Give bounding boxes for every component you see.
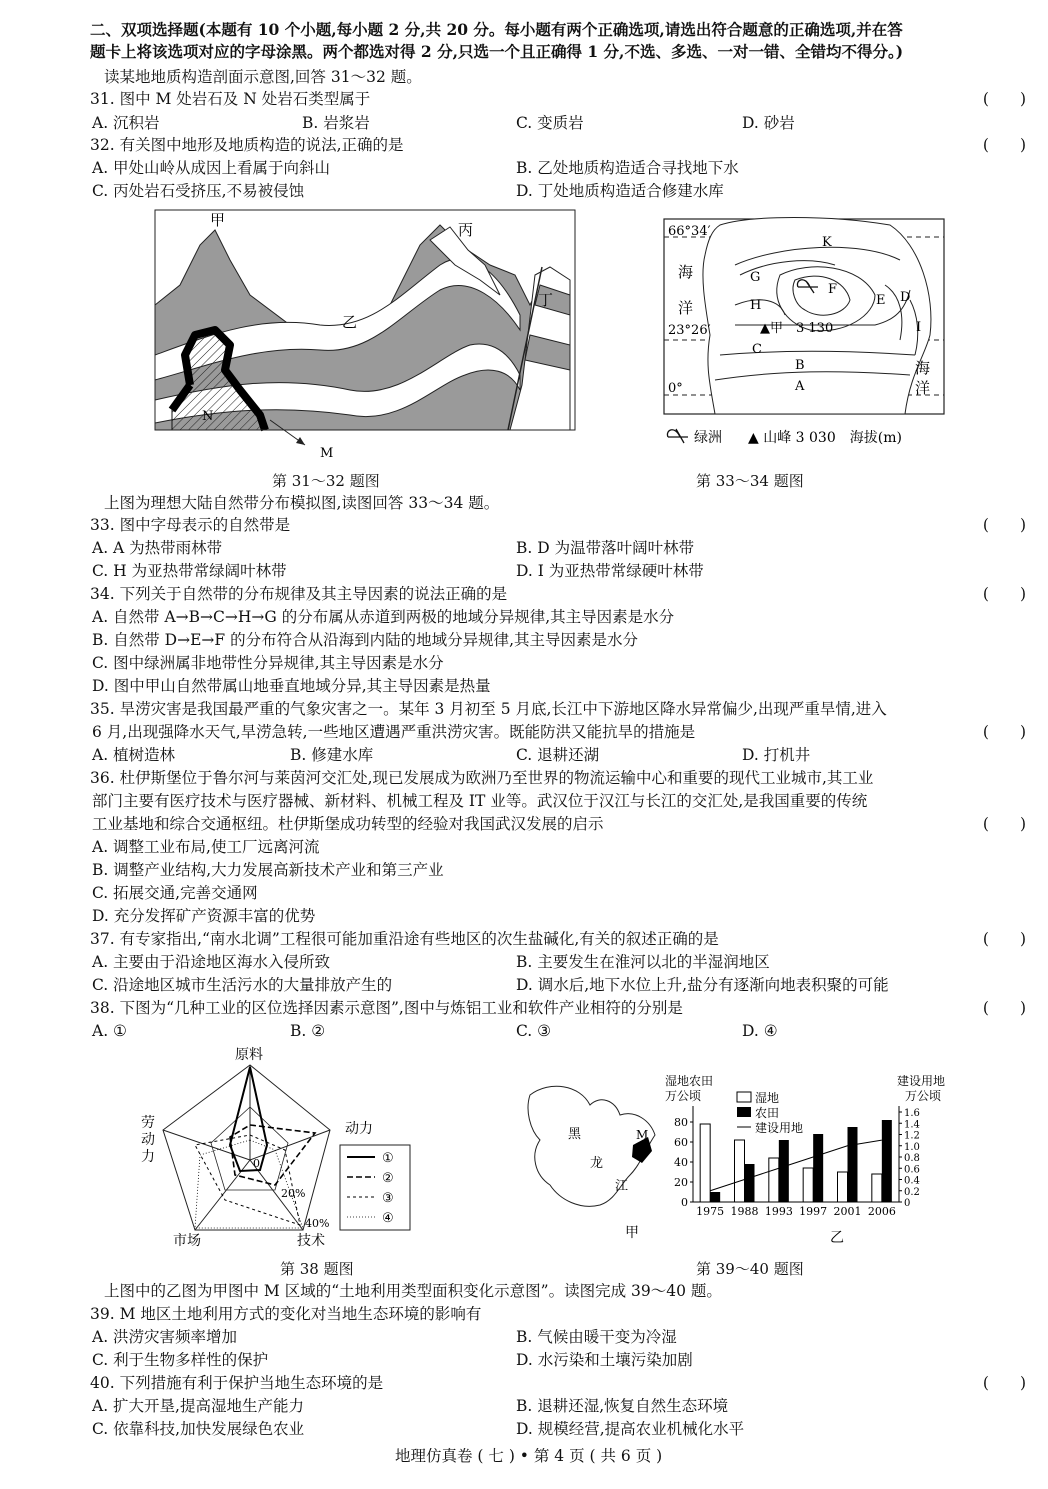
section-line-1: 二、双项选择题(本题有 10 个小题,每小题 2 分,共 20 分。每小题有两个正确选项,请选出符合题意的正确选项,并在答 bbox=[90, 20, 903, 39]
chart-yi: 乙 bbox=[830, 1230, 844, 1246]
lat-66: 66°34′ bbox=[668, 224, 711, 239]
year-label: 1997 bbox=[799, 1205, 828, 1218]
q32-option-d[interactable]: D. 丁处地质构造适合修建水库 bbox=[516, 182, 724, 200]
q34-stem: 34. 下列关于自然带的分布规律及其主导因素的说法正确的是 bbox=[90, 585, 508, 603]
zone-a: A bbox=[795, 379, 805, 394]
legend-1: ① bbox=[382, 1151, 394, 1166]
right-tick-label: 0.8 bbox=[904, 1153, 920, 1164]
right-tick-label: 0 bbox=[904, 1198, 911, 1209]
label-n: N bbox=[202, 409, 214, 424]
farmland-bar bbox=[710, 1192, 720, 1202]
fig-38-caption: 第 38 题图 bbox=[280, 1260, 354, 1278]
farmland-bar bbox=[745, 1164, 755, 1202]
q35-line-1: 35. 旱涝灾害是我国最严重的气象灾害之一。某年 3 月初至 5 月底,长江中下游地区降水异常偏少,出现严重旱情,进入 bbox=[90, 700, 887, 718]
q36-option-a[interactable]: A. 调整工业布局,使工厂远离河流 bbox=[92, 838, 320, 856]
sea-left-2: 洋 bbox=[678, 299, 694, 317]
q31-option-c[interactable]: C. 变质岩 bbox=[516, 114, 584, 132]
page-footer: 地理仿真卷 ( 七 ) • 第 4 页 ( 共 6 页 ) bbox=[395, 1447, 663, 1465]
q39-option-b[interactable]: B. 气候由暖干变为冷湿 bbox=[516, 1328, 677, 1346]
q37-option-d[interactable]: D. 调水后,地下水位上升,盐分有逐渐向地表积聚的可能 bbox=[516, 976, 889, 994]
axis-raw-material: 原料 bbox=[235, 1047, 263, 1063]
zone-b: B bbox=[795, 358, 805, 373]
q31-option-d[interactable]: D. 砂岩 bbox=[742, 114, 795, 132]
map-jiang: 江 bbox=[615, 1179, 629, 1194]
zone-g: G bbox=[750, 270, 761, 285]
right-tick-label: 0.4 bbox=[904, 1175, 920, 1187]
landuse-chart bbox=[665, 1070, 955, 1250]
zone-h: H bbox=[750, 298, 762, 313]
heilongjiang-map bbox=[520, 1075, 670, 1245]
q32-option-a[interactable]: A. 甲处山岭从成因上看属于向斜山 bbox=[92, 159, 331, 177]
wetland-bar bbox=[838, 1172, 848, 1202]
axis-labor-1: 劳 bbox=[141, 1115, 155, 1131]
map-hei: 黑 bbox=[568, 1127, 582, 1142]
q36-option-b[interactable]: B. 调整产业结构,大力发展高新技术产业和第三产业 bbox=[92, 861, 444, 879]
legend-2: ② bbox=[382, 1171, 394, 1186]
right-axis-title-2: 万公顷 bbox=[905, 1089, 942, 1103]
q34-option-c[interactable]: C. 图中绿洲属非地带性分异规律,其主导因素是水分 bbox=[92, 654, 444, 672]
q33-option-d[interactable]: D. I 为亚热带常绿硬叶林带 bbox=[516, 562, 704, 580]
left-tick-label: 0 bbox=[681, 1196, 688, 1209]
q34-option-a[interactable]: A. 自然带 A→B→C→H→G 的分布属从赤道到两极的地域分异规律,其主导因素是水分 bbox=[92, 608, 675, 626]
q37-answer-blank[interactable]: ( ) bbox=[982, 930, 1026, 948]
q34-option-b[interactable]: B. 自然带 D→E→F 的分布符合从沿海到内陆的地域分异规律,其主导因素是水分 bbox=[92, 631, 638, 649]
q40-option-b[interactable]: B. 退耕还湿,恢复自然生态环境 bbox=[516, 1397, 729, 1415]
q33-stem: 33. 图中字母表示的自然带是 bbox=[90, 516, 291, 534]
right-axis-title-1: 建设用地 bbox=[897, 1074, 946, 1088]
legend-3: ③ bbox=[382, 1191, 394, 1206]
right-tick-label: 1.6 bbox=[904, 1108, 920, 1119]
tick-20: 20% bbox=[281, 1187, 306, 1200]
right-tick-label: 0.6 bbox=[904, 1164, 920, 1176]
q37-option-a[interactable]: A. 主要由于沿途地区海水入侵所致 bbox=[92, 953, 331, 971]
industry-location-radar bbox=[135, 1045, 425, 1250]
right-tick-label: 1.0 bbox=[904, 1141, 920, 1153]
wetland-bar bbox=[769, 1158, 779, 1202]
left-tick-label: 40 bbox=[674, 1156, 688, 1169]
q31-option-b[interactable]: B. 岩浆岩 bbox=[302, 114, 370, 132]
q38-stem: 38. 下图为“几种工业的区位选择因素示意图”,图中与炼铝工业和软件产业相符的分别是 bbox=[90, 999, 683, 1017]
q36-option-c[interactable]: C. 拓展交通,完善交通网 bbox=[92, 884, 258, 902]
q31-stem: 31. 图中 M 处岩石及 N 处岩石类型属于 bbox=[90, 90, 371, 108]
natural-zone-map bbox=[660, 215, 950, 475]
axis-market: 市场 bbox=[173, 1233, 201, 1249]
wetland-bar bbox=[872, 1174, 882, 1202]
left-axis-title-2: 万公顷 bbox=[665, 1089, 702, 1103]
q33-option-b[interactable]: B. D 为温带落叶阔叶林带 bbox=[516, 539, 695, 557]
year-label: 1975 bbox=[696, 1205, 725, 1218]
left-tick-label: 60 bbox=[674, 1136, 688, 1149]
zone-k: K bbox=[822, 235, 832, 250]
year-label: 2001 bbox=[833, 1205, 862, 1218]
label-m: M bbox=[320, 446, 334, 461]
legend-construction: 建设用地 bbox=[755, 1121, 804, 1135]
q34-option-d[interactable]: D. 图中甲山自然带属山地垂直地域分异,其主导因素是热量 bbox=[92, 677, 491, 695]
q31-answer-blank[interactable]: ( ) bbox=[982, 90, 1026, 108]
q32-stem: 32. 有关图中地形及地质构造的说法,正确的是 bbox=[90, 136, 404, 154]
lat-23: 23°26′ bbox=[668, 323, 711, 338]
axis-power: 动力 bbox=[345, 1121, 373, 1137]
peak-label: ▲甲 3 130 bbox=[760, 321, 834, 336]
label-jia: 甲 bbox=[210, 211, 226, 229]
q40-option-d[interactable]: D. 规模经营,提高农业机械化水平 bbox=[516, 1420, 745, 1438]
q38-option-d[interactable]: D. ④ bbox=[742, 1022, 778, 1040]
wetland-bar bbox=[700, 1124, 710, 1202]
tick-0: 0 bbox=[253, 1157, 260, 1170]
q40-stem: 40. 下列措施有利于保护当地生态环境的是 bbox=[90, 1374, 384, 1392]
q39-option-c[interactable]: C. 利于生物多样性的保护 bbox=[92, 1351, 269, 1369]
q38-option-c[interactable]: C. ③ bbox=[516, 1022, 552, 1040]
q39-option-d[interactable]: D. 水污染和土壤污染加剧 bbox=[516, 1351, 693, 1369]
year-label: 1988 bbox=[730, 1205, 759, 1218]
year-label: 1993 bbox=[764, 1205, 793, 1218]
right-tick-label: 1.2 bbox=[904, 1130, 920, 1142]
farmland-bar bbox=[848, 1127, 858, 1202]
lat-0: 0° bbox=[668, 381, 683, 396]
q38-option-b[interactable]: B. ② bbox=[290, 1022, 326, 1040]
q35-option-b[interactable]: B. 修建水库 bbox=[290, 746, 374, 764]
map-m: M bbox=[636, 1128, 649, 1142]
q35-option-a[interactable]: A. 植树造林 bbox=[92, 746, 176, 764]
year-label: 2006 bbox=[867, 1205, 896, 1218]
q38-answer-blank[interactable]: ( ) bbox=[982, 999, 1026, 1017]
right-tick-label: 0.2 bbox=[904, 1186, 920, 1198]
q39-option-a[interactable]: A. 洪涝灾害频率增加 bbox=[92, 1328, 238, 1346]
legend-farmland: 农田 bbox=[755, 1106, 780, 1120]
q40-option-c[interactable]: C. 依靠科技,加快发展绿色农业 bbox=[92, 1420, 305, 1438]
intro-39-40: 上图中的乙图为甲图中 M 区域的“土地利用类型面积变化示意图”。读图完成 39～40 题。 bbox=[104, 1282, 722, 1300]
farmland-bar bbox=[813, 1134, 823, 1202]
q32-option-b[interactable]: B. 乙处地质构造适合寻找地下水 bbox=[516, 159, 739, 177]
q35-answer-blank[interactable]: ( ) bbox=[982, 723, 1026, 741]
label-ding: 丁 bbox=[538, 291, 554, 309]
legend-peak: ▲ 山峰 3 030 海拔(m) bbox=[748, 430, 902, 446]
farmland-bar bbox=[779, 1140, 789, 1202]
zone-d: D bbox=[900, 290, 911, 305]
left-axis-title-1: 湿地农田 bbox=[665, 1074, 714, 1088]
q35-option-d[interactable]: D. 打机井 bbox=[742, 746, 811, 764]
q36-line-3: 工业基地和综合交通枢纽。杜伊斯堡成功转型的经验对我国武汉发展的启示 bbox=[92, 815, 604, 833]
q40-answer-blank[interactable]: ( ) bbox=[982, 1374, 1026, 1392]
q36-option-d[interactable]: D. 充分发挥矿产资源丰富的优势 bbox=[92, 907, 316, 925]
fig-31-32-caption: 第 31～32 题图 bbox=[272, 472, 380, 490]
sea-right-2: 洋 bbox=[915, 379, 931, 397]
legend-wetland: 湿地 bbox=[755, 1091, 780, 1105]
q33-option-a[interactable]: A. A 为热带雨林带 bbox=[92, 539, 223, 557]
q35-option-c[interactable]: C. 退耕还湖 bbox=[516, 746, 600, 764]
wetland-bar bbox=[803, 1168, 813, 1202]
zone-i: I bbox=[916, 320, 922, 335]
map-long: 龙 bbox=[590, 1156, 604, 1171]
q36-line-2: 部门主要有医疗技术与医疗器械、新材料、机械工程及 IT 业等。武汉位于汉江与长江的交汇处,是我国重要的传统 bbox=[92, 792, 868, 810]
farmland-bar bbox=[882, 1120, 892, 1202]
q32-answer-blank[interactable]: ( ) bbox=[982, 136, 1026, 154]
q36-line-1: 36. 杜伊斯堡位于鲁尔河与莱茵河交汇处,现已发展成为欧洲乃至世界的物流运输中心和重要的现代工业城市,其工业 bbox=[90, 769, 874, 787]
section-line-2: 题卡上将该选项对应的字母涂黑。两个都选对得 2 分,只选一个且正确得 1 分,不选、多选、一对一错、全错均不得分。) bbox=[90, 42, 904, 61]
fig-39-40-caption: 第 39～40 题图 bbox=[696, 1260, 804, 1278]
q35-line-2: 6 月,出现强降水天气,旱涝急转,一些地区遭遇严重洪涝灾害。既能防洪又能抗旱的措施是 bbox=[92, 723, 696, 741]
label-yi: 乙 bbox=[342, 313, 358, 331]
zone-f: F bbox=[828, 282, 838, 297]
label-bing: 丙 bbox=[458, 221, 474, 239]
q33-answer-blank[interactable]: ( ) bbox=[982, 516, 1026, 534]
q31-option-a[interactable]: A. 沉积岩 bbox=[92, 114, 160, 132]
geologic-profile-figure bbox=[150, 205, 580, 465]
legend-oasis: 绿洲 bbox=[694, 430, 722, 446]
legend-4: ④ bbox=[382, 1211, 394, 1226]
q33-option-c[interactable]: C. H 为亚热带常绿阔叶林带 bbox=[92, 562, 287, 580]
sea-right-1: 海 bbox=[915, 359, 931, 377]
map-jia: 甲 bbox=[625, 1225, 639, 1241]
q34-answer-blank[interactable]: ( ) bbox=[982, 585, 1026, 603]
q36-answer-blank[interactable]: ( ) bbox=[982, 815, 1026, 833]
q37-option-c[interactable]: C. 沿途地区城市生活污水的大量排放产生的 bbox=[92, 976, 393, 994]
q39-stem: 39. M 地区土地利用方式的变化对当地生态环境的影响有 bbox=[90, 1305, 482, 1323]
axis-labor-2: 动 bbox=[141, 1132, 155, 1148]
axis-technology: 技术 bbox=[297, 1233, 325, 1249]
left-tick-label: 20 bbox=[674, 1176, 688, 1189]
axis-labor-3: 力 bbox=[141, 1149, 155, 1165]
sea-left-1: 海 bbox=[678, 263, 694, 281]
right-tick-label: 1.4 bbox=[904, 1119, 920, 1131]
q40-option-a[interactable]: A. 扩大开垦,提高湿地生产能力 bbox=[92, 1397, 304, 1415]
zone-e: E bbox=[876, 293, 886, 308]
zone-c: C bbox=[752, 342, 762, 357]
q38-option-a[interactable]: A. ① bbox=[92, 1022, 127, 1040]
intro-31-32: 读某地地质构造剖面示意图,回答 31～32 题。 bbox=[104, 68, 422, 86]
q37-option-b[interactable]: B. 主要发生在淮河以北的半湿润地区 bbox=[516, 953, 770, 971]
intro-33-34: 上图为理想大陆自然带分布模拟图,读图回答 33～34 题。 bbox=[104, 494, 500, 512]
left-tick-label: 80 bbox=[674, 1116, 688, 1129]
q32-option-c[interactable]: C. 丙处岩石受挤压,不易被侵蚀 bbox=[92, 182, 305, 200]
tick-40: 40% bbox=[305, 1217, 330, 1230]
wetland-bar bbox=[735, 1140, 745, 1202]
fig-33-34-caption: 第 33～34 题图 bbox=[696, 472, 804, 490]
q37-stem: 37. 有专家指出,“南水北调”工程很可能加重沿途有些地区的次生盐碱化,有关的叙述正确的是 bbox=[90, 930, 719, 948]
